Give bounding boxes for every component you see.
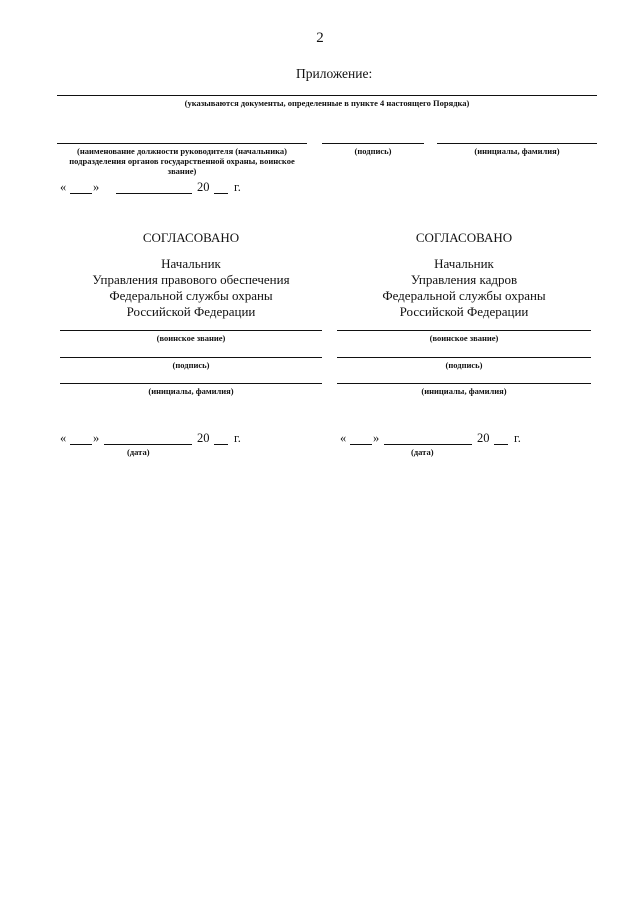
left-title-line2: Управления правового обеспечения — [92, 272, 290, 287]
right-date-close-quote: » — [373, 431, 380, 445]
position-caption-line1: (наименование должности руководителя (начальника) — [77, 146, 287, 156]
right-date-caption: (дата) — [411, 447, 434, 457]
page-number: 2 — [316, 30, 324, 46]
left-rank-line[interactable] — [60, 330, 322, 331]
left-year-prefix: 20 — [197, 431, 210, 445]
left-day-blank[interactable] — [70, 444, 92, 445]
position-caption — [57, 146, 307, 176]
right-day-blank[interactable] — [350, 444, 372, 445]
right-rank-line[interactable] — [337, 330, 591, 331]
right-approved-heading: СОГЛАСОВАНО — [415, 230, 513, 245]
left-date — [60, 431, 241, 447]
year-prefix: 20 — [197, 180, 210, 194]
year-suffix: г. — [234, 180, 241, 194]
date-open-quote: « — [60, 180, 67, 194]
right-title-line3: Федеральной службы охраны — [382, 288, 546, 303]
position-caption-line3: звание) — [167, 166, 197, 176]
signer-signature-caption: (подпись) — [354, 146, 392, 156]
left-rank-caption: (воинское звание) — [156, 333, 226, 343]
signer-date — [60, 180, 241, 196]
right-title-line2: Управления кадров — [410, 272, 518, 287]
left-title-line4: Российской Федерации — [126, 304, 256, 319]
left-date-close-quote: » — [93, 431, 100, 445]
left-signature-caption: (подпись) — [172, 360, 210, 370]
right-month-blank[interactable] — [384, 444, 472, 445]
right-signature-line[interactable] — [337, 357, 591, 358]
right-initials-line[interactable] — [337, 383, 591, 384]
right-rank-caption: (воинское звание) — [429, 333, 499, 343]
right-date-open-quote: « — [340, 431, 347, 445]
documents-caption: (указываются документы, определенные в пункте 4 настоящего Порядка) — [184, 98, 470, 108]
position-caption-line2: подразделения органов государственной охраны, воинское — [69, 156, 295, 166]
right-title-line1: Начальник — [434, 256, 494, 271]
left-month-blank[interactable] — [104, 444, 192, 445]
signer-initials-caption: (инициалы, фамилия) — [474, 146, 560, 156]
right-year-suffix: г. — [514, 431, 521, 445]
date-close-quote: » — [93, 180, 100, 194]
left-initials-caption: (инициалы, фамилия) — [148, 386, 234, 396]
left-title-line3: Федеральной службы охраны — [109, 288, 273, 303]
right-title-line4: Российской Федерации — [399, 304, 529, 319]
left-year-suffix: г. — [234, 431, 241, 445]
left-signature-line[interactable] — [60, 357, 322, 358]
day-blank[interactable] — [70, 193, 92, 194]
left-year-blank[interactable] — [214, 444, 228, 445]
year-blank[interactable] — [214, 193, 228, 194]
right-initials-caption: (инициалы, фамилия) — [421, 386, 507, 396]
left-initials-line[interactable] — [60, 383, 322, 384]
signer-initials-line[interactable] — [437, 143, 597, 144]
signer-signature-line[interactable] — [322, 143, 424, 144]
right-year-blank[interactable] — [494, 444, 508, 445]
month-blank[interactable] — [116, 193, 192, 194]
right-year-prefix: 20 — [477, 431, 490, 445]
appendix-label: Приложение: — [296, 66, 373, 81]
left-approved-heading: СОГЛАСОВАНО — [142, 230, 240, 245]
position-line[interactable] — [57, 143, 307, 144]
left-title — [60, 256, 322, 320]
documents-line[interactable] — [57, 95, 597, 96]
right-signature-caption: (подпись) — [445, 360, 483, 370]
left-date-caption: (дата) — [127, 447, 150, 457]
right-title — [337, 256, 591, 320]
right-date — [340, 431, 521, 447]
left-title-line1: Начальник — [161, 256, 221, 271]
left-date-open-quote: « — [60, 431, 67, 445]
